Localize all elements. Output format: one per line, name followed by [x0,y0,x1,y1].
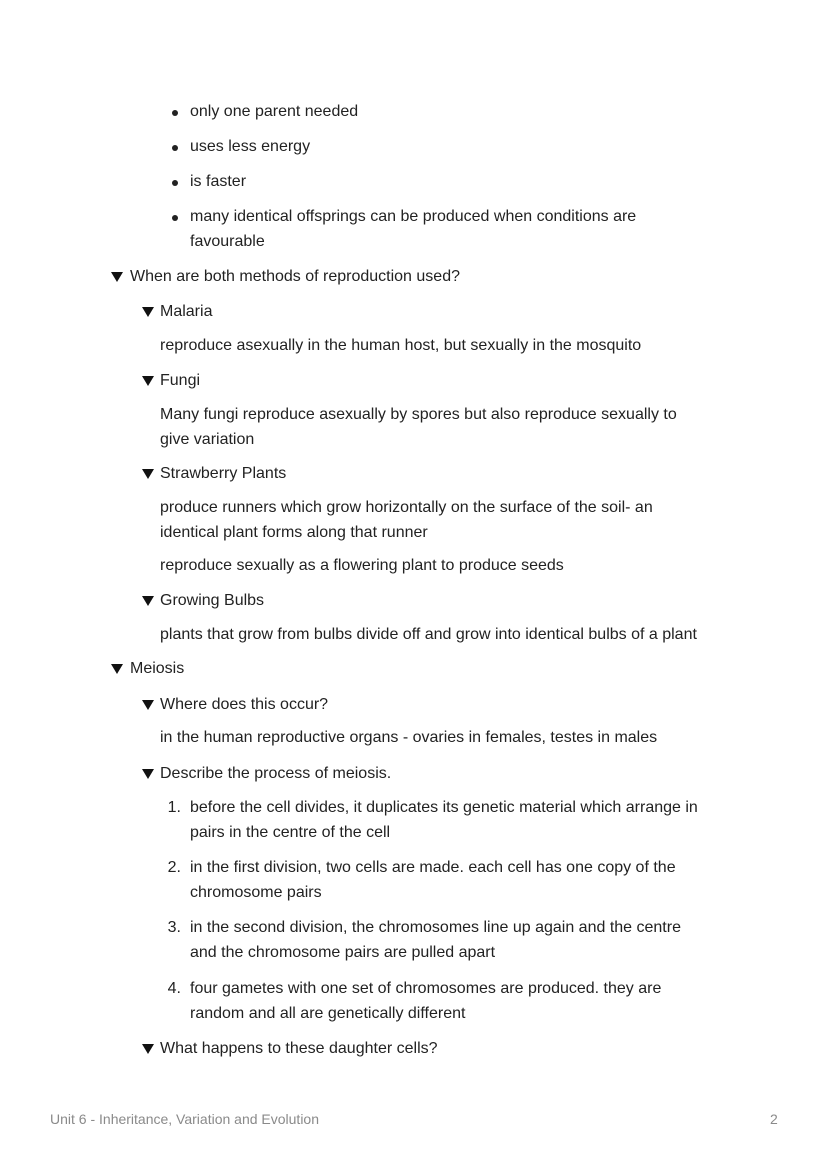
bullet-dot [172,180,178,186]
step-number: 4. [167,980,181,997]
toggle-triangle-icon[interactable] [142,1044,154,1054]
toggle-triangle-icon[interactable] [142,769,154,779]
toggle-fungi[interactable]: Fungi [160,372,201,389]
strawberry-text: produce runners which grow horizontally on the surface of the soil- an [160,499,653,516]
fungi-text: Many fungi reproduce asexually by spores but also reproduce sexually to [160,406,677,423]
toggle-both-methods[interactable]: When are both methods of reproduction used? [130,268,460,285]
list-item: is faster [190,173,247,190]
toggle-triangle-icon[interactable] [111,664,123,674]
toggle-triangle-icon[interactable] [142,700,154,710]
toggle-triangle-icon[interactable] [142,469,154,479]
fungi-text: give variation [160,431,255,448]
step-text: random and all are genetically different [190,1005,466,1022]
toggle-meiosis[interactable]: Meiosis [130,660,185,677]
step-text: in the first division, two cells are made. each cell has one copy of the [190,859,676,876]
toggle-triangle-icon[interactable] [111,272,123,282]
step-text: chromosome pairs [190,884,322,901]
toggle-triangle-icon[interactable] [142,307,154,317]
malaria-text: reproduce asexually in the human host, but sexually in the mosquito [160,337,642,354]
toggle-triangle-icon[interactable] [142,376,154,386]
step-number: 1. [167,799,181,816]
toggle-triangle-icon[interactable] [142,596,154,606]
toggle-daughter-cells[interactable]: What happens to these daughter cells? [160,1040,438,1057]
step-number: 3. [167,919,181,936]
toggle-strawberry-plants[interactable]: Strawberry Plants [160,465,287,482]
bulbs-text: plants that grow from bulbs divide off and grow into identical bulbs of a plant [160,626,697,643]
list-item-continuation: favourable [190,233,265,250]
bullet-dot [172,110,178,116]
toggle-where-occur[interactable]: Where does this occur? [160,696,329,713]
step-text: in the second division, the chromosomes line up again and the centre [190,919,681,936]
list-item: many identical offsprings can be produced when conditions are [190,208,637,225]
strawberry-text: identical plant forms along that runner [160,524,428,541]
toggle-describe-meiosis[interactable]: Describe the process of meiosis. [160,765,392,782]
step-text: pairs in the centre of the cell [190,824,391,841]
step-text: before the cell divides, it duplicates its genetic material which arrange in [190,799,698,816]
toggle-malaria[interactable]: Malaria [160,303,213,320]
strawberry-text: reproduce sexually as a flowering plant to produce seeds [160,557,564,574]
step-text: four gametes with one set of chromosomes are produced. they are [190,980,662,997]
step-number: 2. [167,859,181,876]
step-text: and the chromosome pairs are pulled apart [190,944,496,961]
where-text: in the human reproductive organs - ovaries in females, testes in males [160,729,658,746]
toggle-growing-bulbs[interactable]: Growing Bulbs [160,592,265,609]
footer-title: Unit 6 - Inheritance, Variation and Evolution [50,1111,320,1127]
list-item: uses less energy [190,138,311,155]
page-number: 2 [770,1111,778,1127]
bullet-dot [172,145,178,151]
list-item: only one parent needed [190,103,359,120]
bullet-dot [172,215,178,221]
